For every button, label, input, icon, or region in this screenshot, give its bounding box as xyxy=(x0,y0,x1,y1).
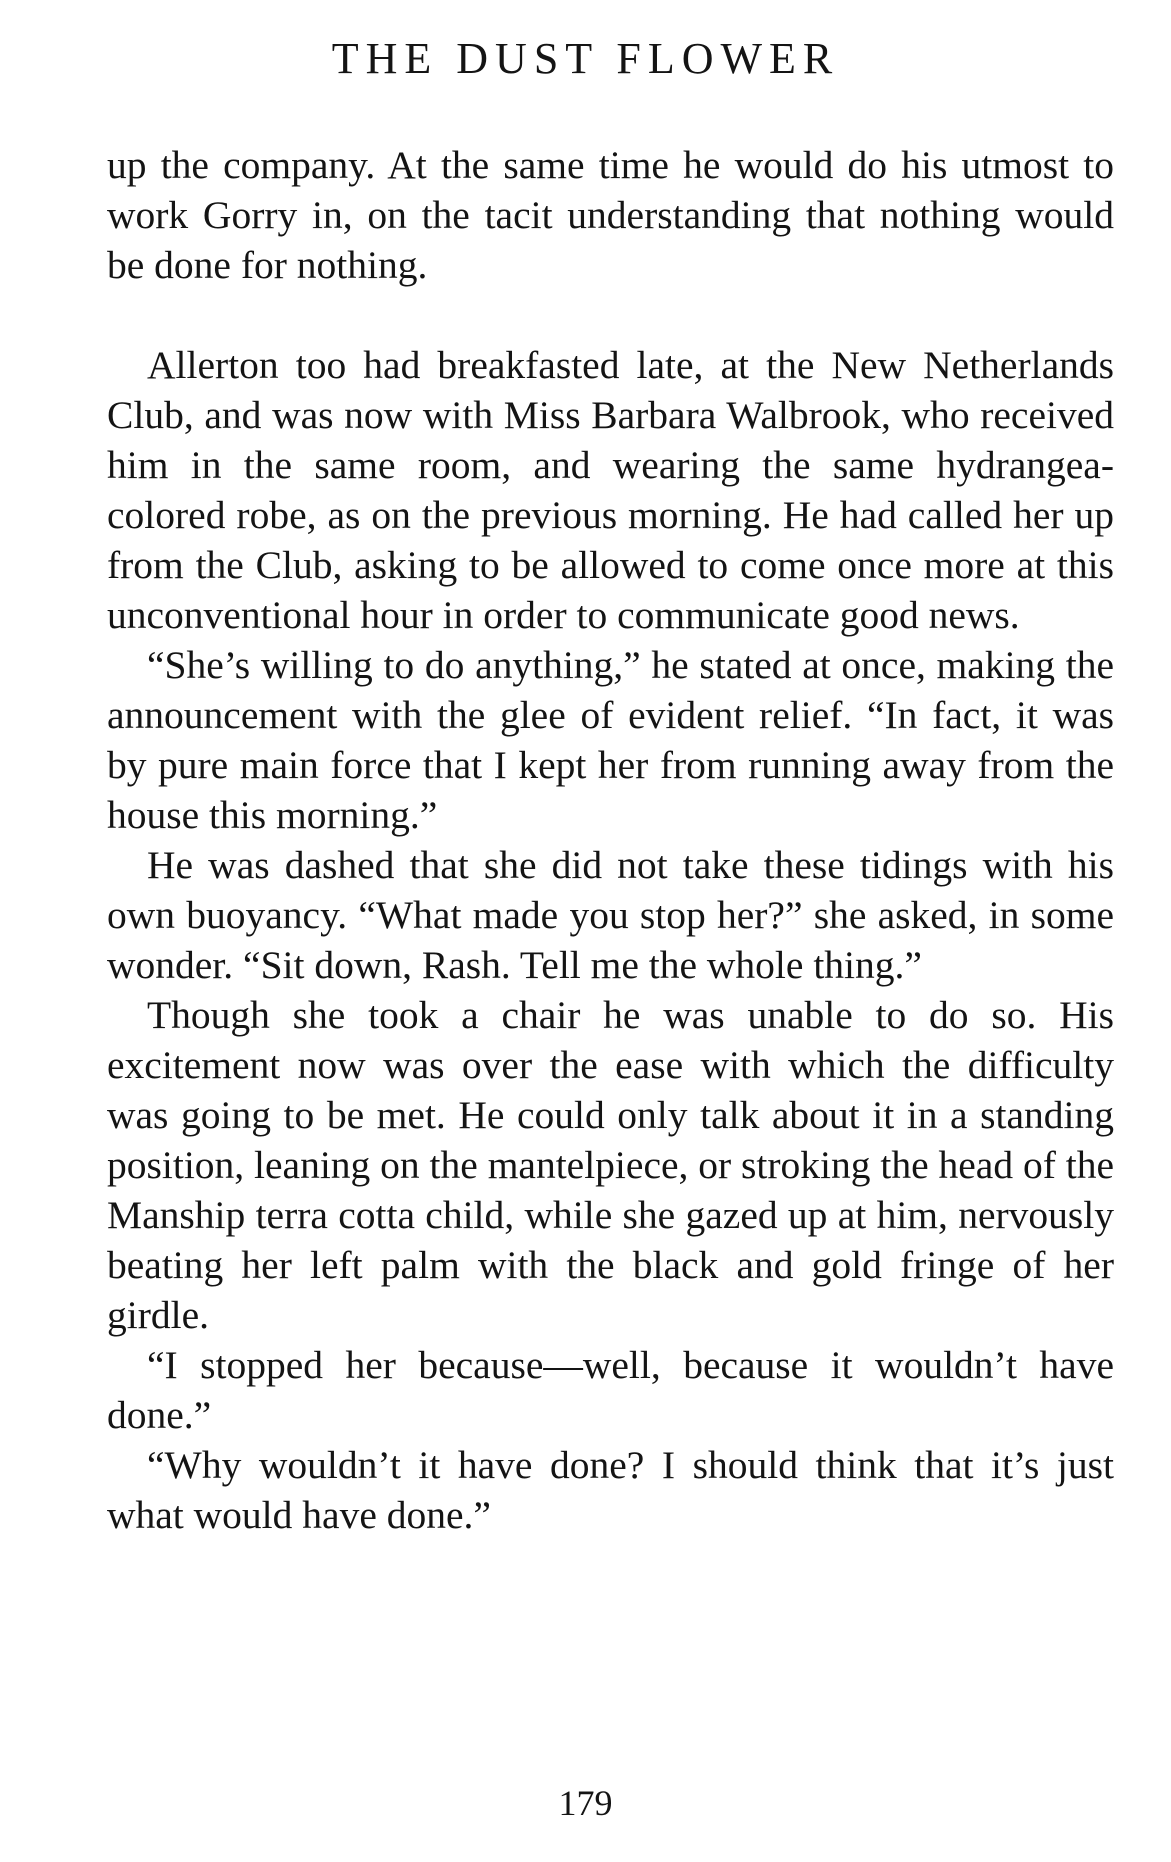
paragraph-continued: up the company. At the same time he would do his utmost to work Gorry in, on the tacit understanding that nothing would be done for nothing. xyxy=(107,143,1114,287)
running-head: THE DUST FLOWER xyxy=(331,34,840,83)
paragraph: Though she took a chair he was unable to do so. His excitement now was over the ease with which the difficulty was going to be met. He could only talk about it in a standing position, leaning on the mantelpiece, or stroking the head of the Manship terra cotta child, while she gazed up at him, nervously beating her left palm with the black and gold fringe of her girdle. xyxy=(107,993,1114,1337)
body-text xyxy=(107,140,1114,1540)
paragraph: He was dashed that she did not take these tidings with his own buoyancy. “What made you stop her?” she asked, in some wonder. “Sit down, Rash. Tell me the whole thing.” xyxy=(107,843,1114,987)
page-number: 179 xyxy=(558,1783,613,1823)
paragraph: “I stopped her because—well, because it wouldn’t have done.” xyxy=(107,1343,1114,1437)
paragraph: “Why wouldn’t it have done? I should think that it’s just what would have done.” xyxy=(107,1443,1114,1537)
paragraph: “She’s willing to do anything,” he stated at once, making the announcement with the glee of evident relief. “In fact, it was by pure main force that I kept her from running away from the house this morning.” xyxy=(107,643,1114,837)
paragraph: Allerton too had breakfasted late, at the New Netherlands Club, and was now with Miss Barbara Walbrook, who received him in the same room, and wearing the same hydrangea-colored robe, as on the previous morning. He had called her up from the Club, asking to be allowed to come once more at this unconventional hour in order to communicate good news. xyxy=(107,343,1114,637)
